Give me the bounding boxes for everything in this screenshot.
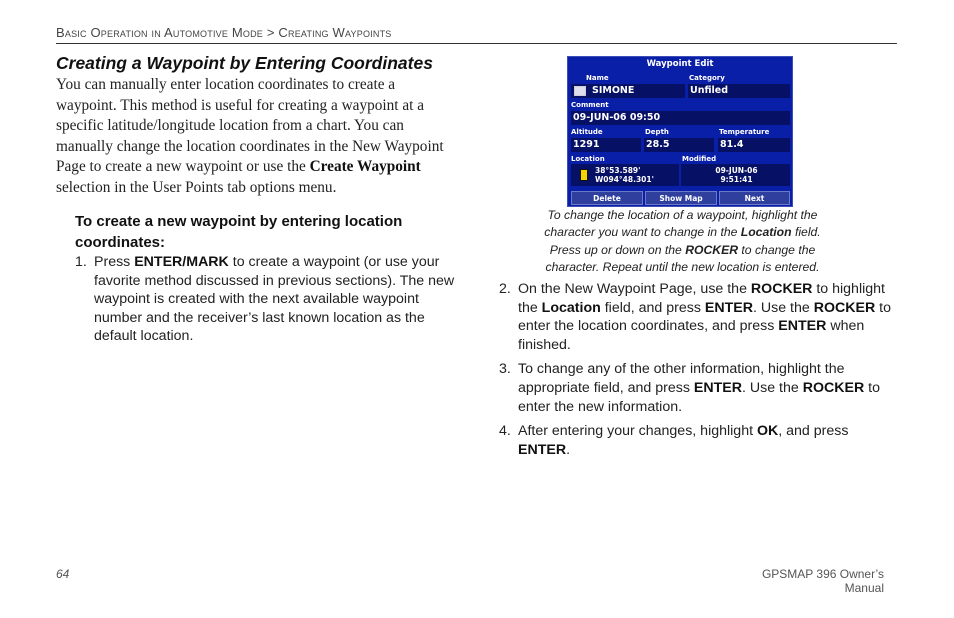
depth-field[interactable]: 28.5 xyxy=(644,138,714,152)
caption-text: to change the character. Repeat until the new location is entered. xyxy=(545,242,820,274)
step-key: ROCKER xyxy=(750,281,813,297)
location-flag-icon xyxy=(580,169,588,181)
caption-bold: ROCKER xyxy=(685,242,739,257)
caption-bold: Location xyxy=(740,225,792,240)
intro-text-2: selection in the User Points tab options menu. xyxy=(56,178,337,196)
step-text: . Use the xyxy=(753,299,814,316)
depth-label: Depth xyxy=(645,128,669,136)
figure-caption xyxy=(540,207,825,276)
temperature-label: Temperature xyxy=(719,128,770,136)
modified-field xyxy=(681,164,790,186)
step-number: 3. xyxy=(499,361,511,378)
modified-time: 9:51:41 xyxy=(720,175,753,184)
caption-text: field. Press up or down on the xyxy=(549,225,821,257)
category-label: Category xyxy=(689,74,725,82)
step-text: . xyxy=(566,441,571,458)
category-field[interactable]: Unfiled xyxy=(688,84,790,98)
altitude-field[interactable]: 1291 xyxy=(571,138,641,152)
manual-title: GPSMAP 396 Owner’s Manual xyxy=(761,567,884,595)
location-label: Location xyxy=(571,155,605,163)
step-text: to create a waypoint (or use your favorite method discussed in previous sections). The new waypoint is created with the next available waypoint number and the receiver’s last known location as the default location. xyxy=(94,254,455,345)
step-text: when finished. xyxy=(518,318,865,353)
procedure-heading: To create a new waypoint by entering location coordinates: xyxy=(75,213,403,251)
step-text: to enter the location coordinates, and press xyxy=(518,299,891,335)
step-key: ROCKER xyxy=(802,379,865,396)
step-2 xyxy=(499,280,894,354)
step-number: 1. xyxy=(75,254,87,270)
show-map-button[interactable]: Show Map xyxy=(645,191,717,205)
caption-text: To change the location of a waypoint, highlight the character you want to change in the xyxy=(544,208,818,240)
temperature-field[interactable]: 81.4 xyxy=(718,138,790,152)
step-text: to highlight the xyxy=(518,281,885,316)
step-key: Location xyxy=(541,299,601,316)
steps-right-column xyxy=(499,280,894,465)
delete-button[interactable]: Delete xyxy=(571,191,643,205)
step-number: 4. xyxy=(499,423,511,440)
step-key: OK xyxy=(756,423,779,440)
breadcrumb-separator: > xyxy=(266,25,275,40)
step-3 xyxy=(499,360,894,416)
step-text: After entering your changes, highlight xyxy=(518,423,757,440)
modified-label: Modified xyxy=(682,155,717,163)
step-key: ENTER xyxy=(704,299,753,316)
location-lon: W094°48.301' xyxy=(595,175,654,184)
step-4 xyxy=(499,422,894,459)
comment-label: Comment xyxy=(571,101,609,109)
step-key: ENTER/MARK xyxy=(134,254,229,270)
page-number: 64 xyxy=(56,567,70,581)
breadcrumb xyxy=(56,25,391,40)
altitude-label: Altitude xyxy=(571,128,603,136)
breadcrumb-section: Basic Operation in Automotive Mode xyxy=(56,25,263,40)
step-number: 2. xyxy=(499,281,511,297)
name-field[interactable] xyxy=(571,84,685,98)
name-value: SIMONE xyxy=(592,85,635,96)
step-text: to enter the new information. xyxy=(518,379,880,415)
step-key: ENTER xyxy=(693,379,742,396)
intro-paragraph xyxy=(56,75,456,199)
modified-date: 09-JUN-06 xyxy=(715,166,758,175)
breadcrumb-page: Creating Waypoints xyxy=(278,25,392,40)
location-lat: 38°53.589' xyxy=(595,166,641,175)
step-text: field, and press xyxy=(600,299,705,316)
step-text: On the New Waypoint Page, use the xyxy=(518,281,751,297)
step-text: . Use the xyxy=(741,379,803,396)
screen-title: Waypoint Edit xyxy=(646,59,714,69)
step-key: ENTER xyxy=(778,318,827,335)
step-1 xyxy=(75,253,460,346)
step-key: ROCKER xyxy=(813,299,876,316)
step-text: To change any of the other information, highlight the appropriate field, and press xyxy=(518,361,845,396)
intro-bold-create-waypoint: Create Waypoint xyxy=(309,158,421,176)
next-button[interactable]: Next xyxy=(719,191,790,205)
step-text: Press xyxy=(94,254,135,270)
waypoint-symbol-icon xyxy=(574,86,586,96)
intro-text-1: You can manually enter location coordinates to create a waypoint. This method is useful for creating a waypoint at a specific latitude/longitude location from a chart. You can manually change the location coordinates in the New Waypoint Page to create a new waypoint or use the xyxy=(56,76,444,176)
step-key: ENTER xyxy=(518,441,567,458)
steps-left-column xyxy=(75,253,460,352)
step-text: , and press xyxy=(778,423,849,440)
section-title: Creating a Waypoint by Entering Coordinates xyxy=(56,53,433,73)
name-label: Name xyxy=(586,74,609,82)
comment-field[interactable]: 09-JUN-06 09:50 xyxy=(571,111,790,125)
waypoint-edit-screen xyxy=(567,56,793,207)
header-rule xyxy=(56,43,897,44)
